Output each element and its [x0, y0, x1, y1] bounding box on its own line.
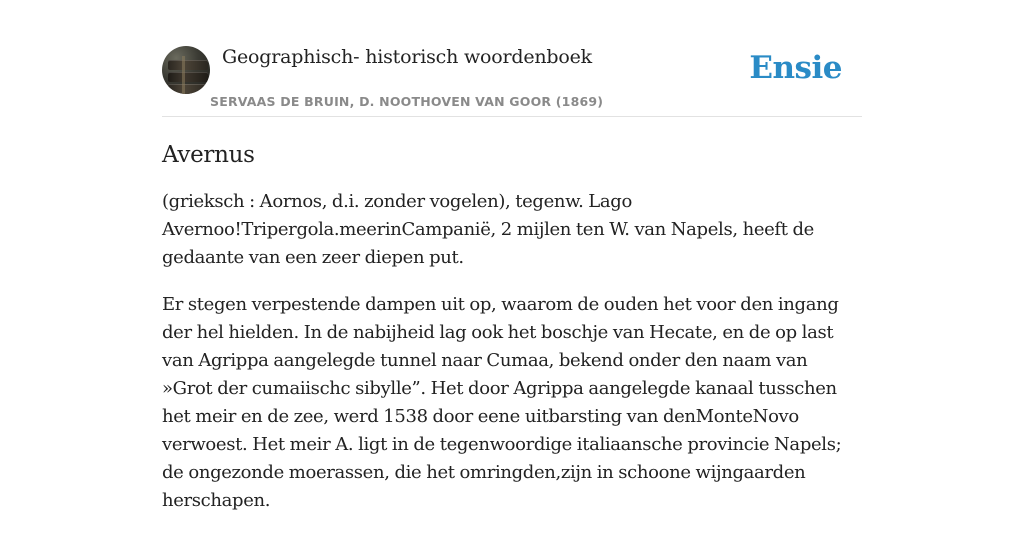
book-title[interactable]: Geographisch- historisch woordenboek — [222, 46, 592, 68]
entry-term: Avernus — [162, 142, 255, 168]
book-cover-icon[interactable] — [162, 46, 210, 94]
book-author: SERVAAS DE BRUIN, D. NOOTHOVEN VAN GOOR (1869) — [210, 94, 604, 109]
ensie-logo-link[interactable]: Ensie — [749, 50, 842, 86]
entry-paragraph: (grieksch : Aornos, d.i. zonder vogelen), tegenw. Lago Avernoo!Tripergola.meerinCampanië, 2 mijlen ten W. van Napels, heeft de gedaante van een zeer diepen put. — [162, 191, 814, 268]
entry-content — [162, 140, 862, 534]
entry-paragraph: Er stegen verpestende dampen uit op, waarom de ouden het voor den ingang der hel hielden. In de nabijheid lag ook het boschje van Hecate, en de op last van Agrippa aangelegde tunnel naar Cumaa, bekend onder den naam van »Grot der cumaiischc sibylle”. Het door Agrippa aangelegde kanaal tusschen het meir en de zee, werd 1538 door eene uitbarsting van denMonteNovo verwoest. Het meir A. ligt in de tegenwoordige italiaansche provincie Napels; de ongezonde moerassen, die het omringden,zijn in schoone wijngaarden herschapen. — [162, 294, 842, 511]
source-header — [162, 40, 862, 117]
